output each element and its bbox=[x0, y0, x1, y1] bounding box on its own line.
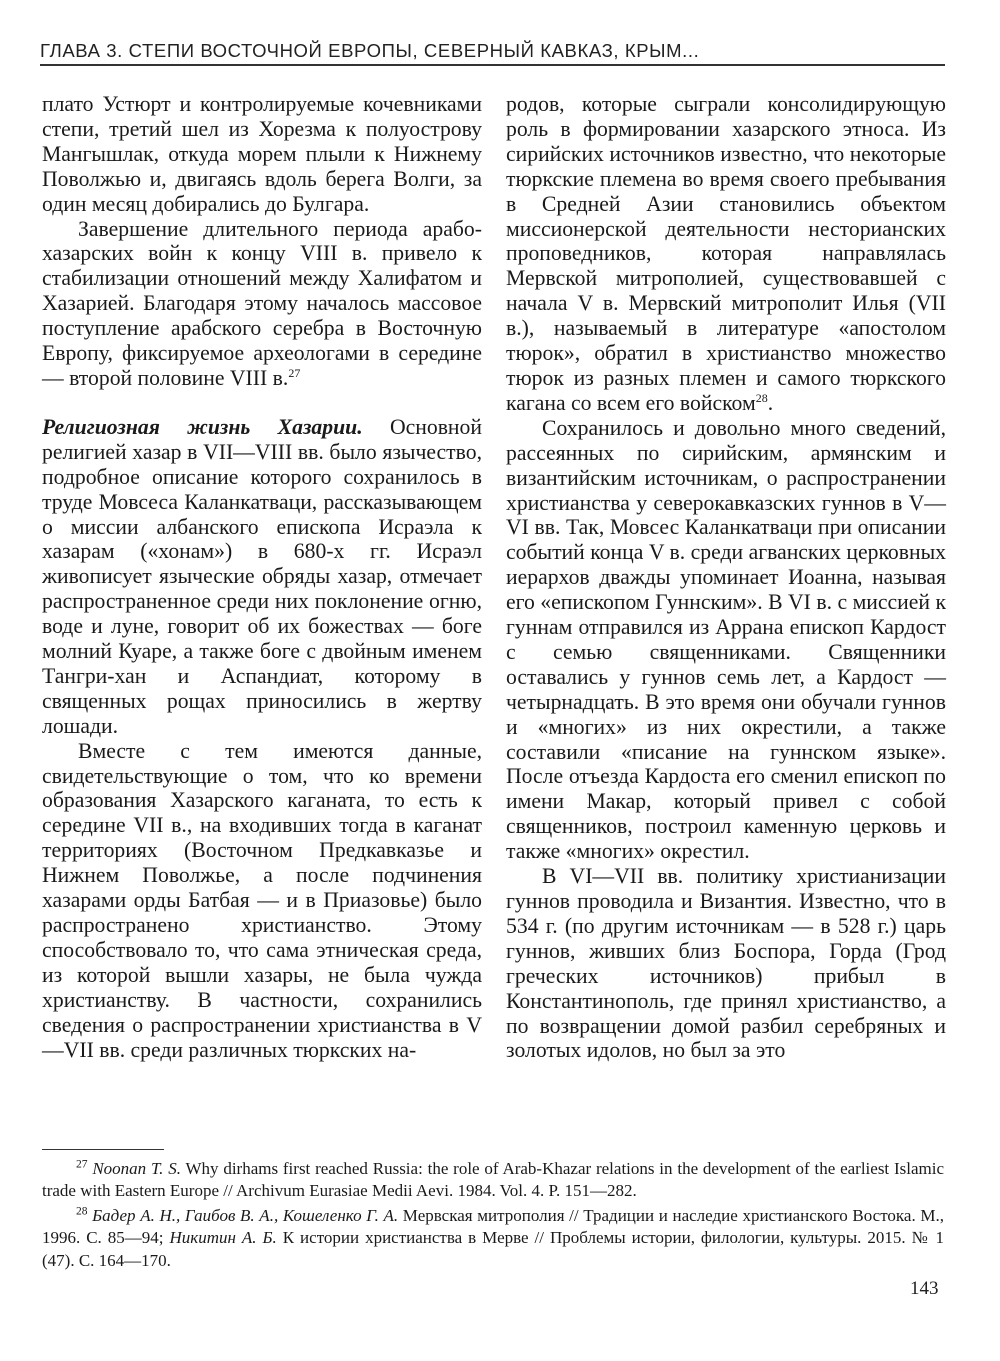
section-title: Религиозная жизнь Хазарии. bbox=[42, 414, 363, 439]
footnote-mark: 27 bbox=[76, 1158, 88, 1171]
footnote-rule bbox=[42, 1149, 164, 1150]
footnote-author: Noonan T. S. bbox=[92, 1159, 181, 1178]
paragraph-text: родов, которые сыграли консолидирующую роль в формировании хазарского этноса. Из сирийских источников известно, что некоторые тюркские племена во время своего пребывания в Средней Азии становились объектом миссионерской деятельности несторианских проповедников, которая направлялась Мервской митрополией, существовавшей с начала V в. Мервский митрополит Илья (VII в.), называемый в литературе «апостолом тюрок», обратил в христианство множество тюрок из разных племен и самого тюркского кагана со всем его войском bbox=[506, 92, 946, 415]
footnote-ref[interactable]: 27 bbox=[288, 365, 301, 380]
footnote-text: Why dirhams first reached Russia: the role of Arab-Khazar relations in the development of the earliest Islamic trade with Eastern Europe // Archivum Eurasiae Medii Aevi. 1984. Vol. 4. P. 151—282. bbox=[42, 1159, 944, 1201]
paragraph: плато Устюрт и контролируемые кочевниками степи, третий шел из Хорезма к полуострову Мангышлак, откуда морем плыли к Нижнему Поволжью и, двигаясь вдоль берега Волги, за один месяц добирались до Булгара. bbox=[42, 92, 482, 216]
left-column bbox=[42, 92, 482, 1062]
footnote-author: Бадер А. Н., Гаибов В. А., Кошеленко Г. А. bbox=[92, 1205, 399, 1225]
paragraph bbox=[506, 92, 946, 416]
footnote bbox=[42, 1158, 944, 1203]
paragraph: В VI—VII вв. политику христианизации гуннов проводила и Византия. Известно, что в 534 г. (по другим источникам — в 528 г.) царь гуннов, живших близ Боспора, Горда (Грод греческих источников) прибыл в Константинополь, где принял христианство, а по возвращении домой разбил серебряных и золотых идолов, но был за это bbox=[506, 864, 946, 1063]
footnote bbox=[42, 1205, 944, 1272]
footnotes bbox=[42, 1158, 944, 1274]
footnote-author: Никитин А. Б. bbox=[169, 1228, 277, 1248]
paragraph: Сохранилось и довольно много сведений, рассеянных по сирийским, армянским и византийским источникам, о распространении христианства у северокавказских гуннов в V—VI вв. Так, Мовсес Каланкатваци при описании событий конца V в. среди агванских церковных иерархов дважды упоминает Иоанна, называя его «епископом Гуннским». В VI в. с миссией к гуннам отправился из Аррана епископ Кардост с семью священниками. Священники оставались у гуннов семь лет, а Кардост — четырнадцать. В это время они обучали гуннов и «многих» из них окрестили, а также составили «писание на гуннском языке». После отъезда Кардоста его сменил епископ по имени Макар, который привел с собой священников, построил каменную церковь и также «многих» окрестил. bbox=[506, 415, 946, 864]
page-number: 143 bbox=[910, 1278, 939, 1299]
paragraph-text: Завершение длительного периода арабо-хазарских войн к концу VIII в. привело к стабилизации отношений между Халифатом и Хазарией. Благодаря этому началось массовое поступление арабского серебра в Восточную Европу, фиксируемое археологами в середине — второй половине VIII в. bbox=[42, 216, 482, 390]
footnote-text: Мервская митрополия // Традиции и наследие христианского Востока. М., 1996. С. 85—94; bbox=[42, 1205, 944, 1248]
section-paragraph bbox=[42, 415, 482, 739]
paragraph bbox=[42, 217, 482, 391]
header-rule bbox=[40, 64, 945, 66]
paragraph-text: Основной религией хазар в VII—VIII вв. было язычество, подробное описание которого сохранилось в труде Мовсеса Каланкатваци, рассказывающем о миссии албанского епископа Исраэла к хазарам («хонам») в 680-х гг. Исраэл живописует языческие обряды хазар, отмечает распространенное среди них поклонение огню, воде и луне, говорит об их божествах — боге молний Куаре, а также боге с двойным именем Тангри-хан и Аспандиат, которому в священных рощах приносились в жертву лошади. bbox=[42, 414, 482, 738]
right-column bbox=[506, 92, 946, 1063]
footnote-text: К истории христианства в Мерве // Проблемы истории, филологии, культуры. 2015. № 1 (47). С. 164—170. bbox=[42, 1228, 945, 1270]
paragraph: Вместе с тем имеются данные, свидетельствующие о том, что ко времени образования Хазарского каганата, то есть к середине VII в., на входивших тогда в каганат территориях (Восточном Предкавказье и Нижнем Поволжье, а после подчинения хазарами орды Батбая — и в Приазовье) было распространено христианство. Этому способствовало то, что сама этническая среда, из которой вышли хазары, не была чужда христианству. В частности, сохранились сведения о распространении христианства в V—VII вв. среди различных тюркских на- bbox=[42, 738, 482, 1062]
footnote-ref[interactable]: 28 bbox=[755, 390, 768, 405]
running-head: ГЛАВА 3. СТЕПИ ВОСТОЧНОЙ ЕВРОПЫ, СЕВЕРНЫЙ КАВКАЗ, КРЫМ... bbox=[40, 40, 700, 61]
footnote-mark: 28 bbox=[76, 1205, 88, 1218]
paragraph-text-end: . bbox=[767, 390, 774, 415]
